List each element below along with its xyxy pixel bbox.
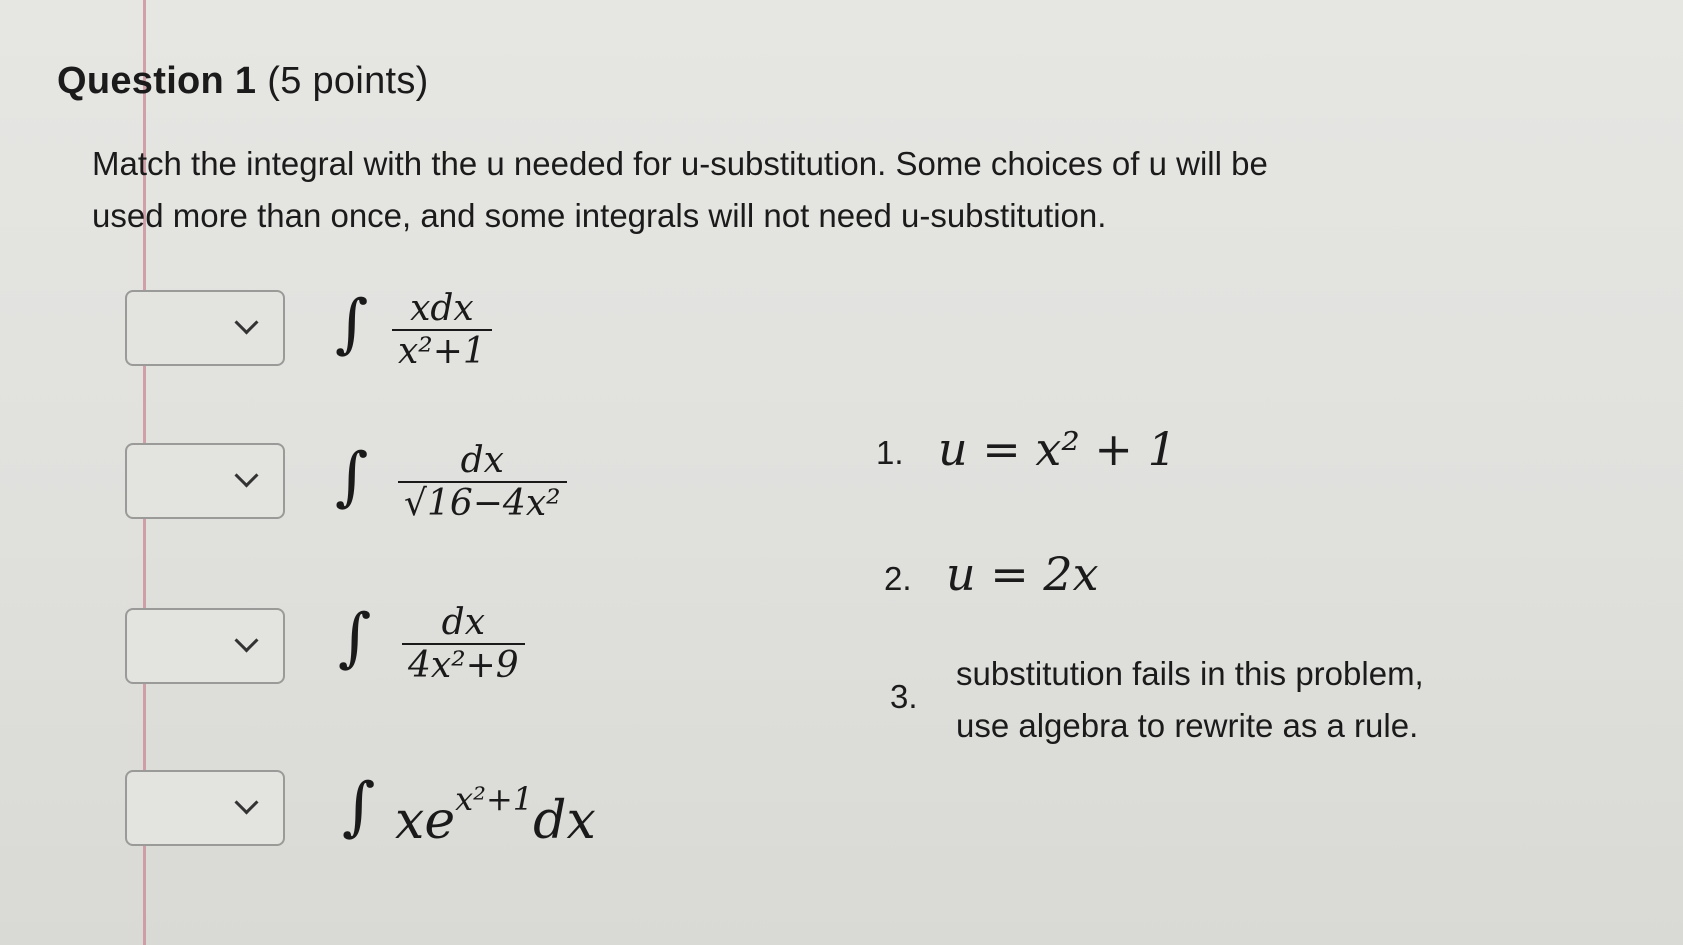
question-title <box>57 60 429 103</box>
integral-2-denominator: √16−4x² <box>404 483 561 524</box>
choice-3-line-2: use algebra to rewrite as a rule. <box>956 707 1419 744</box>
integral-2-fraction <box>398 440 567 524</box>
question-instructions <box>92 138 1492 242</box>
integral-2-numerator: dx <box>398 440 567 483</box>
integral-3-fraction <box>402 602 525 686</box>
integral-3-numerator: dx <box>402 602 525 645</box>
integral-1-numerator: xdx <box>392 288 492 331</box>
integral-sign: ∫ <box>342 770 376 844</box>
answer-select-1[interactable] <box>125 290 285 366</box>
integral-sign: ∫ <box>338 601 372 675</box>
choice-2-number: 2. <box>884 560 912 597</box>
choice-3-number: 3. <box>890 678 918 715</box>
choice-2-formula: u = 2x <box>946 547 1099 601</box>
instructions-line-1: Match the integral with the u needed for u-substitution. Some choices of u will be <box>92 145 1268 182</box>
answer-select-2[interactable] <box>125 443 285 519</box>
integral-1-fraction <box>392 288 492 372</box>
choice-1-formula: u = x² + 1 <box>938 422 1177 476</box>
choice-3-line-1: substitution fails in this problem, <box>956 655 1424 692</box>
integral-4-differential: dx <box>533 791 596 851</box>
question-number: Question 1 <box>57 60 257 102</box>
integral-4-base: xe <box>395 791 456 851</box>
question-points: (5 points) <box>267 60 429 102</box>
choice-1-number: 1. <box>876 434 904 471</box>
answer-select-3[interactable] <box>125 608 285 684</box>
integral-sign: ∫ <box>335 440 369 514</box>
integral-4-exponent: x²+1 <box>455 780 534 818</box>
chevron-down-icon <box>234 310 258 334</box>
choice-3-text <box>956 648 1424 752</box>
chevron-down-icon <box>234 628 258 652</box>
instructions-line-2: used more than once, and some integrals will not need u-substitution. <box>92 197 1107 234</box>
integral-4-expression <box>395 780 596 851</box>
answer-select-4[interactable] <box>125 770 285 846</box>
integral-sign: ∫ <box>335 287 369 361</box>
integral-1-denominator: x²+1 <box>398 331 486 372</box>
chevron-down-icon <box>234 463 258 487</box>
chevron-down-icon <box>234 790 258 814</box>
integral-3-denominator: 4x²+9 <box>408 645 519 686</box>
